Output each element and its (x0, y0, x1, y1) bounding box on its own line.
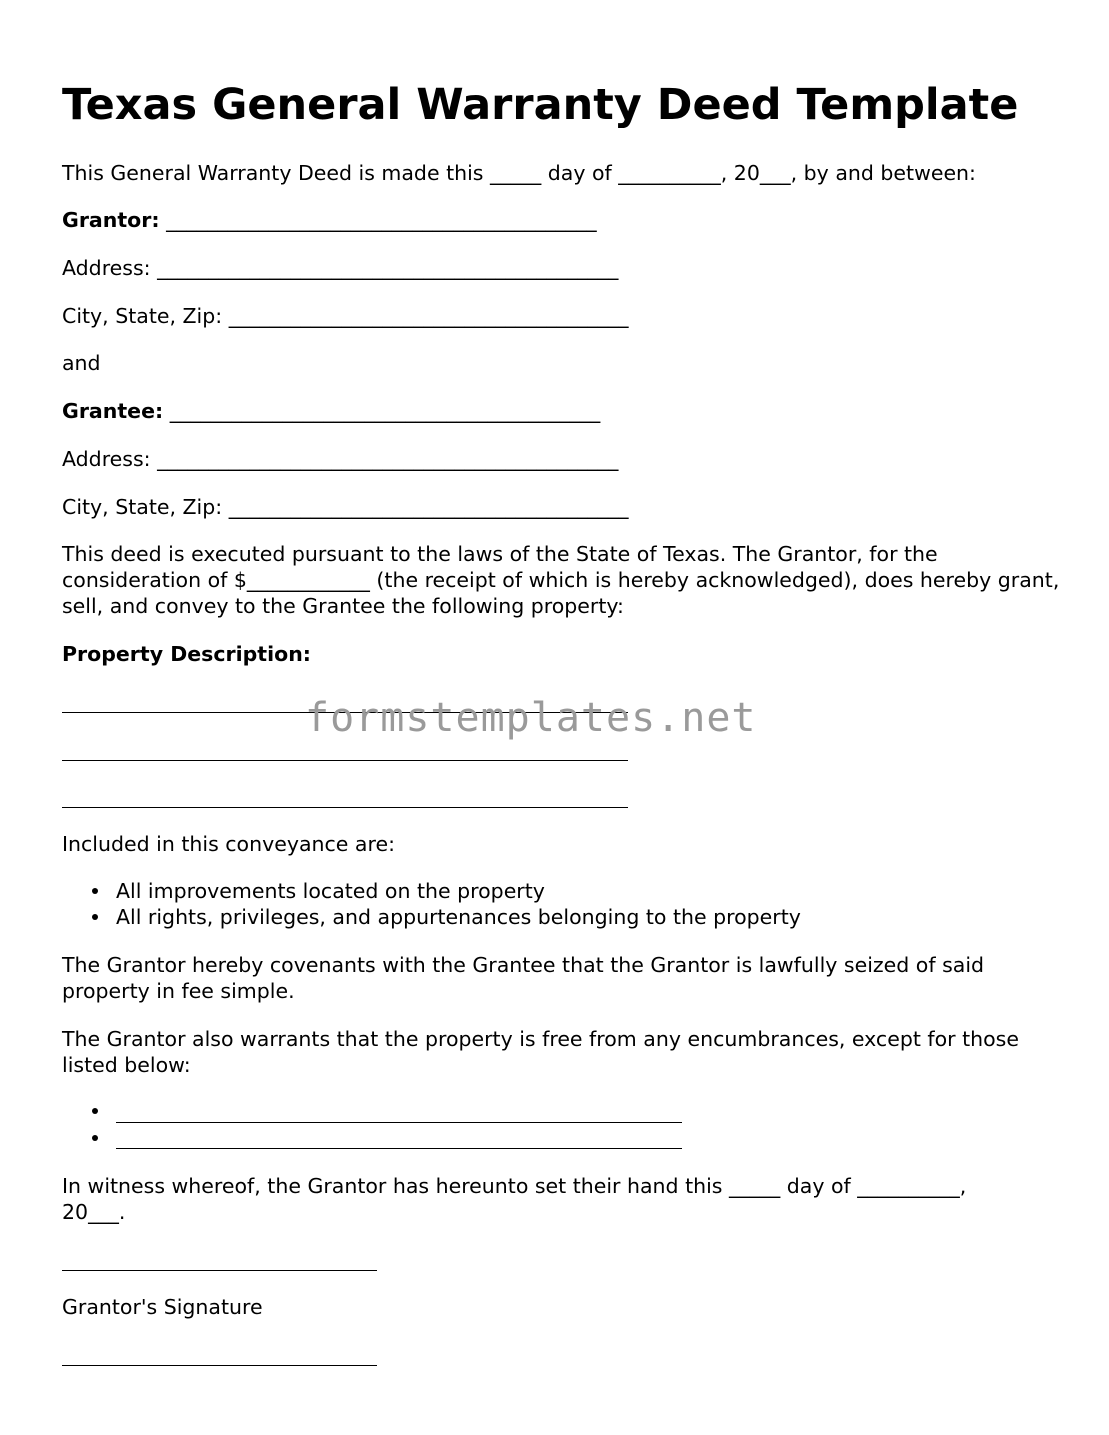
grantor-address-row (62, 255, 618, 281)
grantor-city-field[interactable]: _______________________________________ (228, 304, 629, 328)
grantee-label: Grantee: (62, 399, 164, 423)
page-title: Texas General Warranty Deed Template (62, 80, 1019, 130)
bullet-icon (92, 914, 98, 920)
intro-text: This General Warranty Deed is made this _____ day of __________, 20___, by and between: (62, 161, 976, 185)
grantor-label: Grantor: (62, 208, 160, 232)
and-text: and (62, 351, 101, 375)
encumbrance-line-1[interactable] (116, 1122, 682, 1123)
property-description-line-2[interactable] (62, 760, 628, 761)
encumbrance-line-2[interactable] (116, 1148, 682, 1149)
included-item: All improvements located on the property (116, 879, 545, 903)
bullet-icon (92, 1135, 98, 1141)
grantor-name-field[interactable]: __________________________________________ (166, 208, 597, 232)
grantee-city-row (62, 494, 628, 520)
grantee-address-field[interactable]: _____________________________________________ (157, 447, 619, 471)
covenant-paragraph: The Grantor hereby covenants with the Grantee that the Grantor is lawfully seized of said property in fee simple. (62, 953, 985, 1003)
witness-line-2: 20___. (62, 1200, 126, 1224)
grantor-address-label: Address: (62, 256, 151, 280)
included-heading: Included in this conveyance are: (62, 832, 395, 856)
property-description-label: Property Description: (62, 642, 311, 666)
grantor-city-row (62, 303, 628, 329)
grantee-row (62, 398, 600, 424)
grantee-address-label: Address: (62, 447, 151, 471)
bullet-icon (92, 1108, 98, 1114)
grantor-row (62, 207, 597, 233)
grantor-signature-label: Grantor's Signature (62, 1295, 263, 1319)
property-description-line-3[interactable] (62, 807, 628, 808)
second-signature-line[interactable] (62, 1365, 377, 1366)
grantee-address-row (62, 446, 618, 472)
grantor-city-label: City, State, Zip: (62, 304, 223, 328)
grantor-signature-line[interactable] (62, 1270, 377, 1271)
grantor-address-field[interactable]: _____________________________________________ (157, 256, 619, 280)
warranty-paragraph: The Grantor also warrants that the property is free from any encumbrances, except for those listed below: (62, 1027, 1019, 1077)
grantee-city-label: City, State, Zip: (62, 495, 223, 519)
consideration-paragraph: This deed is executed pursuant to the laws of the State of Texas. The Grantor, for the consideration of $____________ (the receipt of which is hereby acknowledged), does hereby grant, sell, and convey to the Grantee the following property: (62, 542, 1060, 618)
grantee-name-field[interactable]: __________________________________________ (169, 399, 601, 423)
grantee-city-field[interactable]: _______________________________________ (228, 495, 629, 519)
included-item: All rights, privileges, and appurtenances belonging to the property (116, 905, 801, 929)
watermark: formstemplates.net (305, 695, 757, 741)
witness-line-1: In witness whereof, the Grantor has hereunto set their hand this _____ day of __________, (62, 1174, 967, 1198)
bullet-icon (92, 888, 98, 894)
